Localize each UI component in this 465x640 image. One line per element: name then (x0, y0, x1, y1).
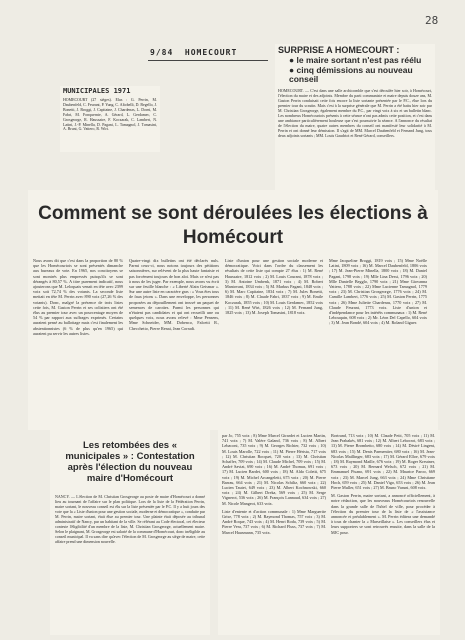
retombees-body: NANCY. — L'élection de M. Christian Grosgeorge au poste de maire d'Homécourt a donné lieu au tournant de l'affaire sur le plan politique. Lors de la liste de la Fédération Perrin, maire sortant, le nouveau conseil est élu sur la liste présentée par le P.C. Il y a huit jours des vote que la « Liste d'union pour une gestion sociale, moderne et démocratique », conduite par M. Perrin, maire sortant, était élue au premier tour. Une plainte était déposée au tribunal administratif de Nancy, par un habitant de la ville. Se référant au Code électoral, cet électeur conteste l'éligibilité d'un membre de la liste, M. Christian Grosgeorge, actuellement maire. Selon le plaignant, M. Grosgeorge est salarié de la commune d'Homécourt, donc inéligible au conseil municipal. Il va sans dire qu'avec l'élection de M. Grosgeorge au siège de maire, cette affaire prend une dimension nouvelle. (55, 494, 205, 544)
results-col-3: Bortrand, 713 voix ; 10) M. Claude Petit, 705 voix ; 11) M. Jean Prabakés, 681 voix ; 12) M. Albert Lebocrot, 683 voix ; 13) M. Pierre Brombetto, 680 voix ; 14) M. Désiré Lingent, 683 voix ; 15) M. Denis Parmentier, 680 voix ; 16) M. Jean-Nicolas Maillinger, 683 voix ; 17) M. Gérard Elloe, 679 voix ; 18) M. Raymond Maille, 676 voix ; 19) M. Roger Kreutner, 673 voix ; 20) M. Bernard Welsch, 672 voix ; 21) M. Emmanuel Pisano, 691 voix ; 22) M. Maurice Paroo, 669 voix ; 23) M. Marcel Jung, 663 voix ; 24) Mme Christiane Hoch, 659 voix ; 25) M. Daniel Vigo, 653 voix ; 26) M. Jean Pierre Muller, 651 voix ; 27) M. Bruno Varuni, 608 voix. (331, 433, 435, 491)
surprise-bullet-1-text: le maire sortant n'est pas réélu (296, 55, 422, 65)
surprise-clip (275, 44, 435, 202)
municipales-body: HOMECOURT (27 sièges). Elus : G. Perrin, M. Daubenfeld, C. Feurant, P. Yung, C. Altobelli, D. Begello, J. Bonetti, J. Broggi, J. Capitaine, J. Chardenas, L. Dorni, M. Fabri, M. Fonquernie, A. Gérard, L. Gerdamec, C. Grosgeorge, R. Haussaire, F. Koczarak, C. Lambert, N. Latini, J.-P. Minella, D. Pagani, L. Tamagnol, J. Tomasini, A. Bruni, G. Vattero, R. Wirt. (63, 98, 157, 132)
surprise-body: HOMECOURT. — C'est dans une salle archicomble que s'est déroulée hier soir, à Homécourt, l'élection du maire et des adjoints. Membre du parti communiste et maire depuis douze ans, M. Gaston Perrin conduisait cette fois encore la liste sortante présentée par le P.C., élue lors du premier tour du scrutin. Mais c'est à la surprise générale que M. Perrin a été battu hier soir par M. Christian Grosgeorge, également membre du P.C., par vingt voix à six et un bulletin blanc. Les nombreux Homécourtois présents à cette séance n'ont pas admis cette position, et c'est dans une ambiance particulièrement houleuse que s'est poursuivie la séance. A l'annonce du résultat de l'élection du maire, quatre autres membres du conseil ont manifesté leur solidarité à M. Perrin et ont donné leur démission. Il s'agit de MM. Marcel Daubenfeld et Fernand Jung, tous deux adjoints sortants ; MM. Louis Gaudriot et René Gérard, conseillers. (278, 87, 432, 138)
surprise-bullet-2: ● cinq démissions au nouveau conseil (289, 64, 413, 84)
results-clip (218, 430, 440, 635)
results-col-2: Liste d'entente et d'action communale : 1) Mme Marguerite Grise, 778 voix ; 2) M. Raymond Thomas, 757 voix ; 3) M. André Roque, 743 voix ; 4) M. Henri Roda, 739 voix ; 5) M. Pierre Vera, 737 voix ; 6) M. Richard Fluss, 737 voix ; 7) M. Marcel Hausmann, 735 voix. (222, 508, 326, 535)
main-clip (28, 190, 438, 430)
retombees-clip (50, 430, 210, 635)
clipping-source: HOMECOURT (184, 48, 238, 57)
results-left-column (222, 433, 326, 535)
surprise-bullet-2-text: cinq démissions au nouveau conseil (289, 64, 413, 84)
surprise-title: SURPRISE A HOMECOURT : (278, 45, 400, 55)
clipping-date: 9/84 (150, 48, 174, 57)
results-right-column (331, 433, 435, 535)
page-number: 28 (425, 14, 439, 27)
main-col-mid: Quatre-vingt dix bulletins ont été déclarés nuls. Parmi ceux-ci, nous notons toujours des pétitions saisonnières, sur relèvent de la plus haute fantaisie et pas forcément toujours de bon aloi. Mais ce n'est pas à nous de les juger. Par exemple, nous avons vu écrit sur une feuille blanche : « Liberté Alain Geismar ». Sur une autre liste en caractère gras : « Vous êtes tous de faux jetons ». Dans une enveloppe, les personnes proposées au dépouillement ont trouvé un paquet de semences de carottes. Parmi les personnes qui n'étaient pas candidates et qui ont recueilli une ou quelques voix, nous avons relevé : Mme Pensens, Mme Schneider, MM. Dobenco, Falcetti R., Checchetto, Pierre Renai, Jean Corradi. (129, 258, 219, 331)
surprise-bullet-1: ● le maire sortant n'est pas réélu (289, 55, 422, 65)
municipales-header: MUNICIPALES 1971 (63, 87, 131, 95)
results-columns (218, 430, 440, 538)
clipping-date-header (150, 48, 237, 57)
results-col-1: par Jo, 755 voix ; 8) Mme Marcel Girardet et Lucien Martin, 741 voix ; 7) M. Valère Galand, 736 voix ; 8) M. Albert Lebaconi, 735 voix ; 9) M. Georges Richter, 732 voix ; 10) M. Louis Marolle, 722 voix ; 11) M. Pierre Hérista, 717 voix ; 12) M. Christian Bocquet, 720 voix ; 13) M. Christian Schaffer, 709 voix ; 14) M. Claude Michel, 709 voix ; 15) M. André Saviat, 690 voix ; 16) M. André Thomas, 691 voix ; 17) M. Lucien Bardet, 600 voix ; 18) M. Aldo Coletti, 675 voix ; 19) M. Michel Arcangeletti, 675 voix ; 20) M. Pierre Barrau, 664 voix ; 21) M. Nicolas Schiltz, 660 voix ; 22) Lucien Tautet, 649 voix ; 23) M. Albert Kochnowski, 660 voix ; 24) M. Gilbert Dreka, 569 voix ; 25) M. Serge Vignerot, 536 voix ; 26) M. François Lannaud, 634 voix ; 27) M. Nicole Mangeot, 633 voix. (222, 433, 326, 506)
main-headline: Comment se sont déroulées les élections à Homécourt (38, 203, 428, 248)
header-rule (148, 60, 268, 61)
main-col-left: Nous avons dit que c'est dans la proportion de 80 % que les Homécourtois se sont présentés dimanche aux bureaux de vote. En 1965, nos concitoyens se sont montrés plus empressés puisqu'ils se sont dérangés à 80,57 %. A titre purement indicatif, nous ajouterons que M. Leloquais venait en tête avec 2399 voix soit 72,74 % des votants. La seconde liste mettait en tête M. Perrin avec 890 voix (27,26 % des votants). Donc, malgré la présence de trois listes cette fois, M. Gaston Perrin et ses colistiers ont été élus au premier tour avec un pourcentage moyen de 54 % par rapport aux suffrages exprimés. Certains auraient pensé au ballottage mais c'est finalement les abstentionnistes (6 % de plus qu'en 1965) qui auraient pu servir les autres listes. (33, 258, 123, 336)
results-col-4: M. Gaston Perrin, maire sortant, a annoncé officiellement, à notre rédaction, que les nouveaux Homécourtois renouvelle dans la grande salle de l'hôtel de ville, pour procéder à l'élection du premier tour de la liste de « l'assistance annoncée et préalablement ». M. Perrin éditera une demandé à tous de chanter la « Marseillaise ». Les conseillers élus et leurs supporters se sont retrouvés ensuite, dans la salle de la MJC pour. (331, 493, 435, 535)
retombees-headline: Les retombées des « municipales » : Contestation après l'élection du nouveau maire d'Homécourt (65, 440, 195, 484)
main-columns (28, 258, 438, 336)
municipales-clip (60, 86, 160, 152)
main-col-right: Liste d'union pour une gestion sociale moderne et démocratique. Voici dans l'ordre du classement les résultats de cette liste qui compte 27 élus : 1) M. René Haussaire, 1812 voix ; 2) M. Louis Courant, 1878 voix ; 3) M. Antoine Umbenk, 1871 voix ; 4) M. Robert Mantovani, 1834 voix ; 5) M. Markus Pagani, 1848 voix ; 6) M. Marc Capitaine, 1834 voix ; 7) M. Jules Bonetti, 1846 voix ; 8) M. Claude Fabri, 1837 voix ; 9) M. Emile Koczarak, 1855 voix ; 10) M. Louis Gerdamec, 1852 voix ; 11) M. René Wirt, 1826 voix ; 12) M. Fernand Jung, 1825 voix ; 13) M. Joseph Tomasini, 1818 voix. (225, 258, 323, 316)
main-col-far: Mme Jacqueline Broggi, 1819 voix ; 15) Mme Noëlle Latini, 1809 voix ; 16) M. Marcel Daubenfeld, 1806 voix ; 17) M. Jean-Pierre Minella, 1800 voix ; 18) M. Daniel Pagani, 1798 voix ; 19) Mlle Lina Dessi, 1796 voix ; 20) Mlle Danielle Begglo, 1790 voix ; 21) Mme Giovanna Vattero, 1788 voix ; 22) Mme Lucienne Tamagnol, 1779 voix ; 23) M. Christian Grosgeorge, 1776 voix ; 24) M. Camille Lambert, 1776 voix ; 25) M. Gaston Perrin, 1775 voix ; 26) Mme Juliette Chardenas, 1770 voix ; 27) M. Claude Feurant, 1773 voix. Liste d'union et d'indépendance pour les intérêts communaux : 1) M. René Lebouquin, 608 voix ; 2) Mr. Léon Del Capello, 604 voix ; 3) M. Jean Bondé, 604 voix ; 4) M. Roland Giguer. (329, 258, 427, 326)
